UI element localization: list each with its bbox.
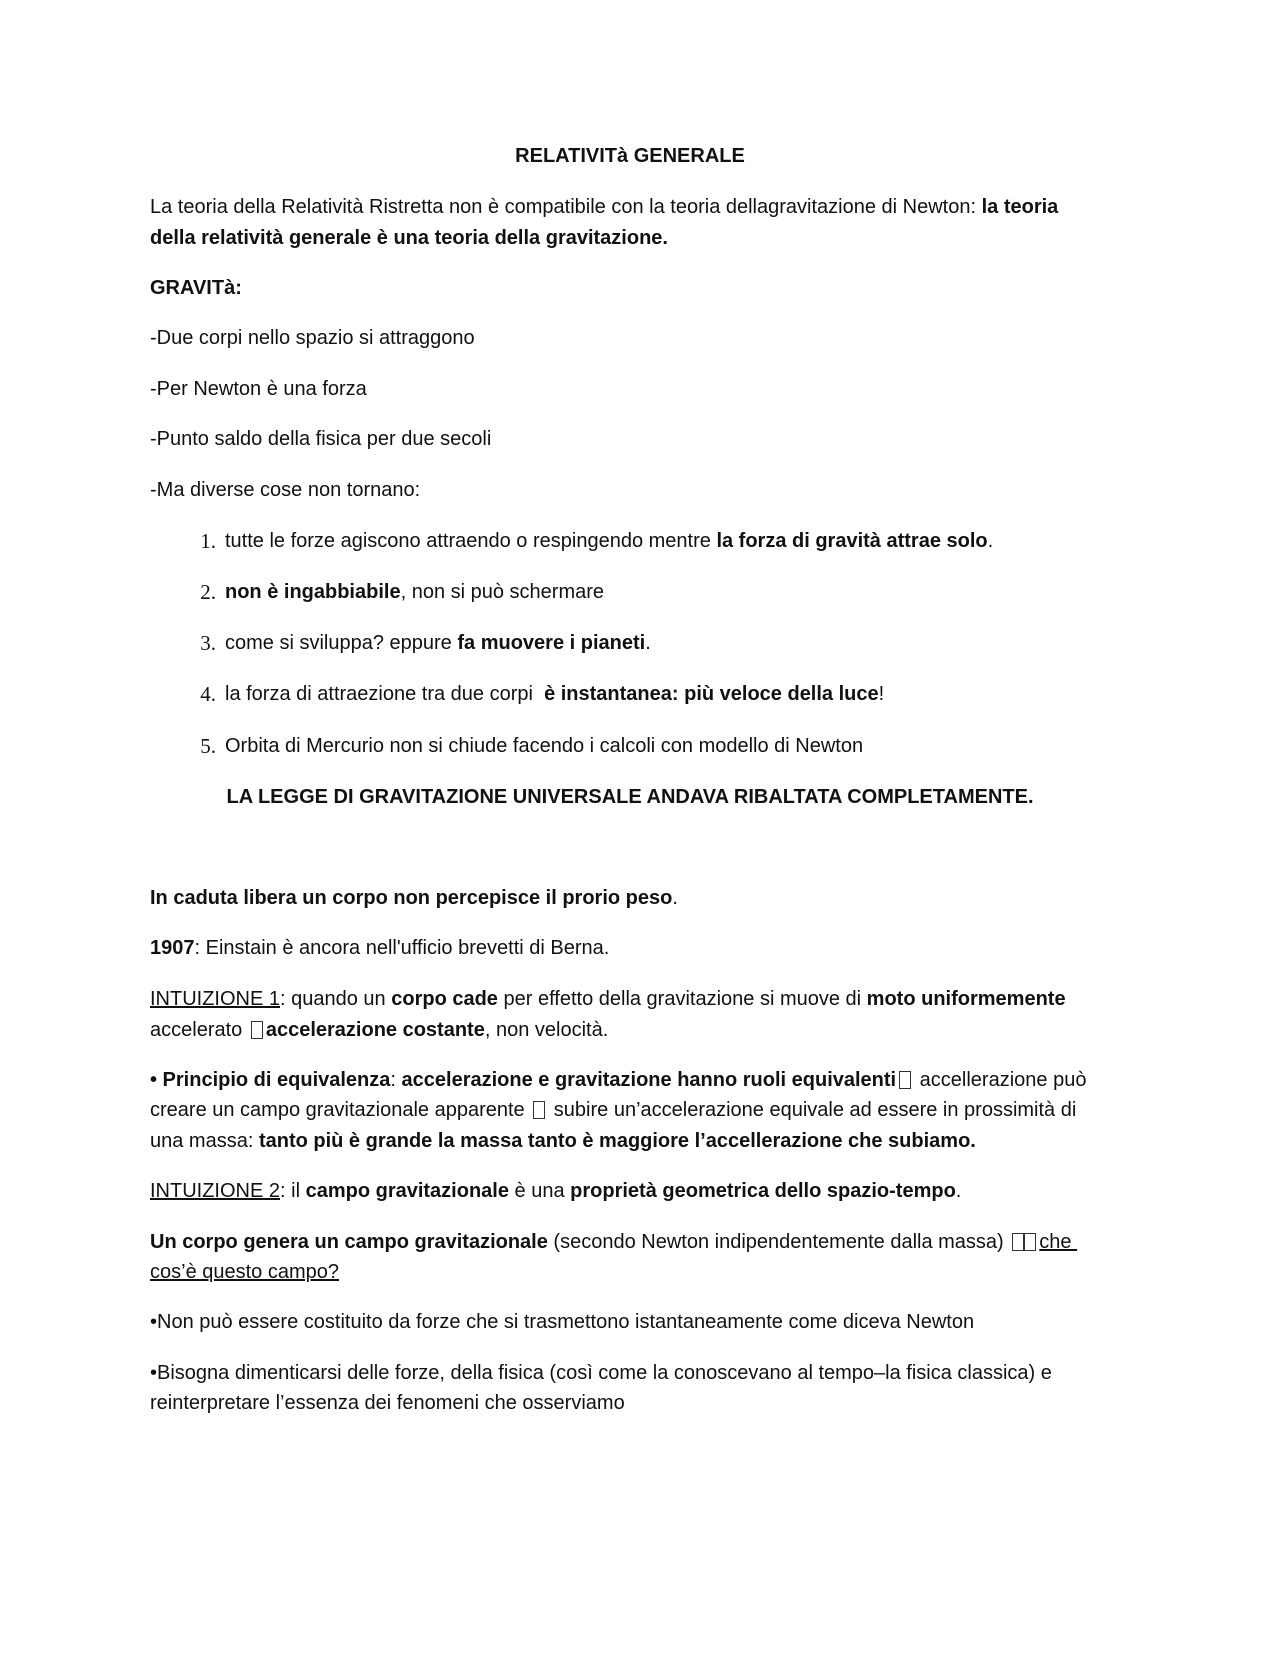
list-text: Orbita di Mercurio non si chiude facendo i calcoli con modello di Newton xyxy=(225,735,864,757)
list-text: non è ingabbiabile, non si può schermare xyxy=(225,581,605,603)
gravita-heading xyxy=(150,272,242,304)
intuizione1-line-1: INTUIZIONE 1: quando un corpo cade per effetto della gravitazione si muove di moto uniformemente xyxy=(150,988,1066,1010)
principio-line-2: creare un campo gravitazionale apparente subire un’accelerazione equivale ad essere in prossimità di xyxy=(150,1099,1077,1121)
conclusion-text: LA LEGGE DI GRAVITAZIONE UNIVERSALE ANDAVA RIBALTATA COMPLETAMENTE. xyxy=(226,786,1034,808)
arrow-glyph-icon xyxy=(251,1021,263,1039)
arrow-glyph-icon xyxy=(1024,1233,1036,1251)
document-page xyxy=(150,0,1110,1656)
dash-item: -Per Newton è una forza xyxy=(150,378,367,400)
list-text: la forza di attraezione tra due corpi è instantanea: più veloce della luce! xyxy=(225,683,885,705)
conclusion-heading xyxy=(150,781,1110,813)
list-number: 4. xyxy=(200,682,216,706)
list-number: 3. xyxy=(200,631,216,655)
list-text: come si sviluppa? eppure fa muovere i pianeti. xyxy=(225,632,651,654)
intro-bold-1: la teoria xyxy=(981,196,1059,218)
document-title xyxy=(150,140,1110,172)
bullet-item-line-2: reinterpretare l’essenza dei fenomeni che osserviamo xyxy=(150,1392,625,1414)
list-text: tutte le forze agiscono attraendo o respingendo mentre la forza di gravità attrae solo. xyxy=(225,530,994,552)
dash-item: -Punto saldo della fisica per due secoli xyxy=(150,428,492,450)
list-number: 1. xyxy=(200,529,216,553)
intro-line-2 xyxy=(150,222,668,254)
dash-item: -Ma diverse cose non tornano: xyxy=(150,479,421,501)
intuizione1-line-2: accelerato accelerazione costante, non velocità. xyxy=(150,1019,609,1041)
corpo-line-2: cos’è questo campo? xyxy=(150,1261,340,1283)
intro-text: La teoria della Relatività Ristretta non è compatibile con la teoria dellagravitazione di Newton: xyxy=(150,196,982,218)
gravita-heading-text: GRAVITà: xyxy=(150,277,242,299)
intuizione2-paragraph: INTUIZIONE 2: il campo gravitazionale è una proprietà geometrica dello spazio-tempo. xyxy=(150,1180,962,1202)
principio-line-3: una massa: tanto più è grande la massa tanto è maggiore l’accellerazione che subiamo. xyxy=(150,1130,976,1152)
arrow-glyph-icon xyxy=(899,1071,911,1089)
year-paragraph: 1907: Einstain è ancora nell'ufficio brevetti di Berna. xyxy=(150,937,610,959)
list-number: 2. xyxy=(200,580,216,604)
bullet-item-line-1: •Bisogna dimenticarsi delle forze, della fisica (così come la conoscevano al tempo–la fisica classica) e xyxy=(150,1362,1052,1384)
bullet-item: •Non può essere costituito da forze che si trasmettono istantaneamente come diceva Newton xyxy=(150,1311,975,1333)
intuizione1-label: INTUIZIONE 1 xyxy=(150,988,281,1010)
arrow-glyph-icon xyxy=(533,1101,545,1119)
arrow-glyph-icon xyxy=(1012,1233,1024,1251)
list-number: 5. xyxy=(200,734,216,758)
principio-line-1: • Principio di equivalenza: accelerazione e gravitazione hanno ruoli equivalenti accellerazione può xyxy=(150,1069,1087,1091)
title-text: RELATIVITà GENERALE xyxy=(515,145,745,167)
corpo-line-1: Un corpo genera un campo gravitazionale (secondo Newton indipendentemente dalla massa) che xyxy=(150,1231,1078,1253)
intro-line-1 xyxy=(150,191,1058,223)
caduta-paragraph: In caduta libera un corpo non percepisce il prorio peso. xyxy=(150,887,678,909)
intuizione2-label: INTUIZIONE 2 xyxy=(150,1180,281,1202)
dash-item: -Due corpi nello spazio si attraggono xyxy=(150,327,475,349)
intro-bold-2: della relatività generale è una teoria della gravitazione. xyxy=(150,227,668,249)
